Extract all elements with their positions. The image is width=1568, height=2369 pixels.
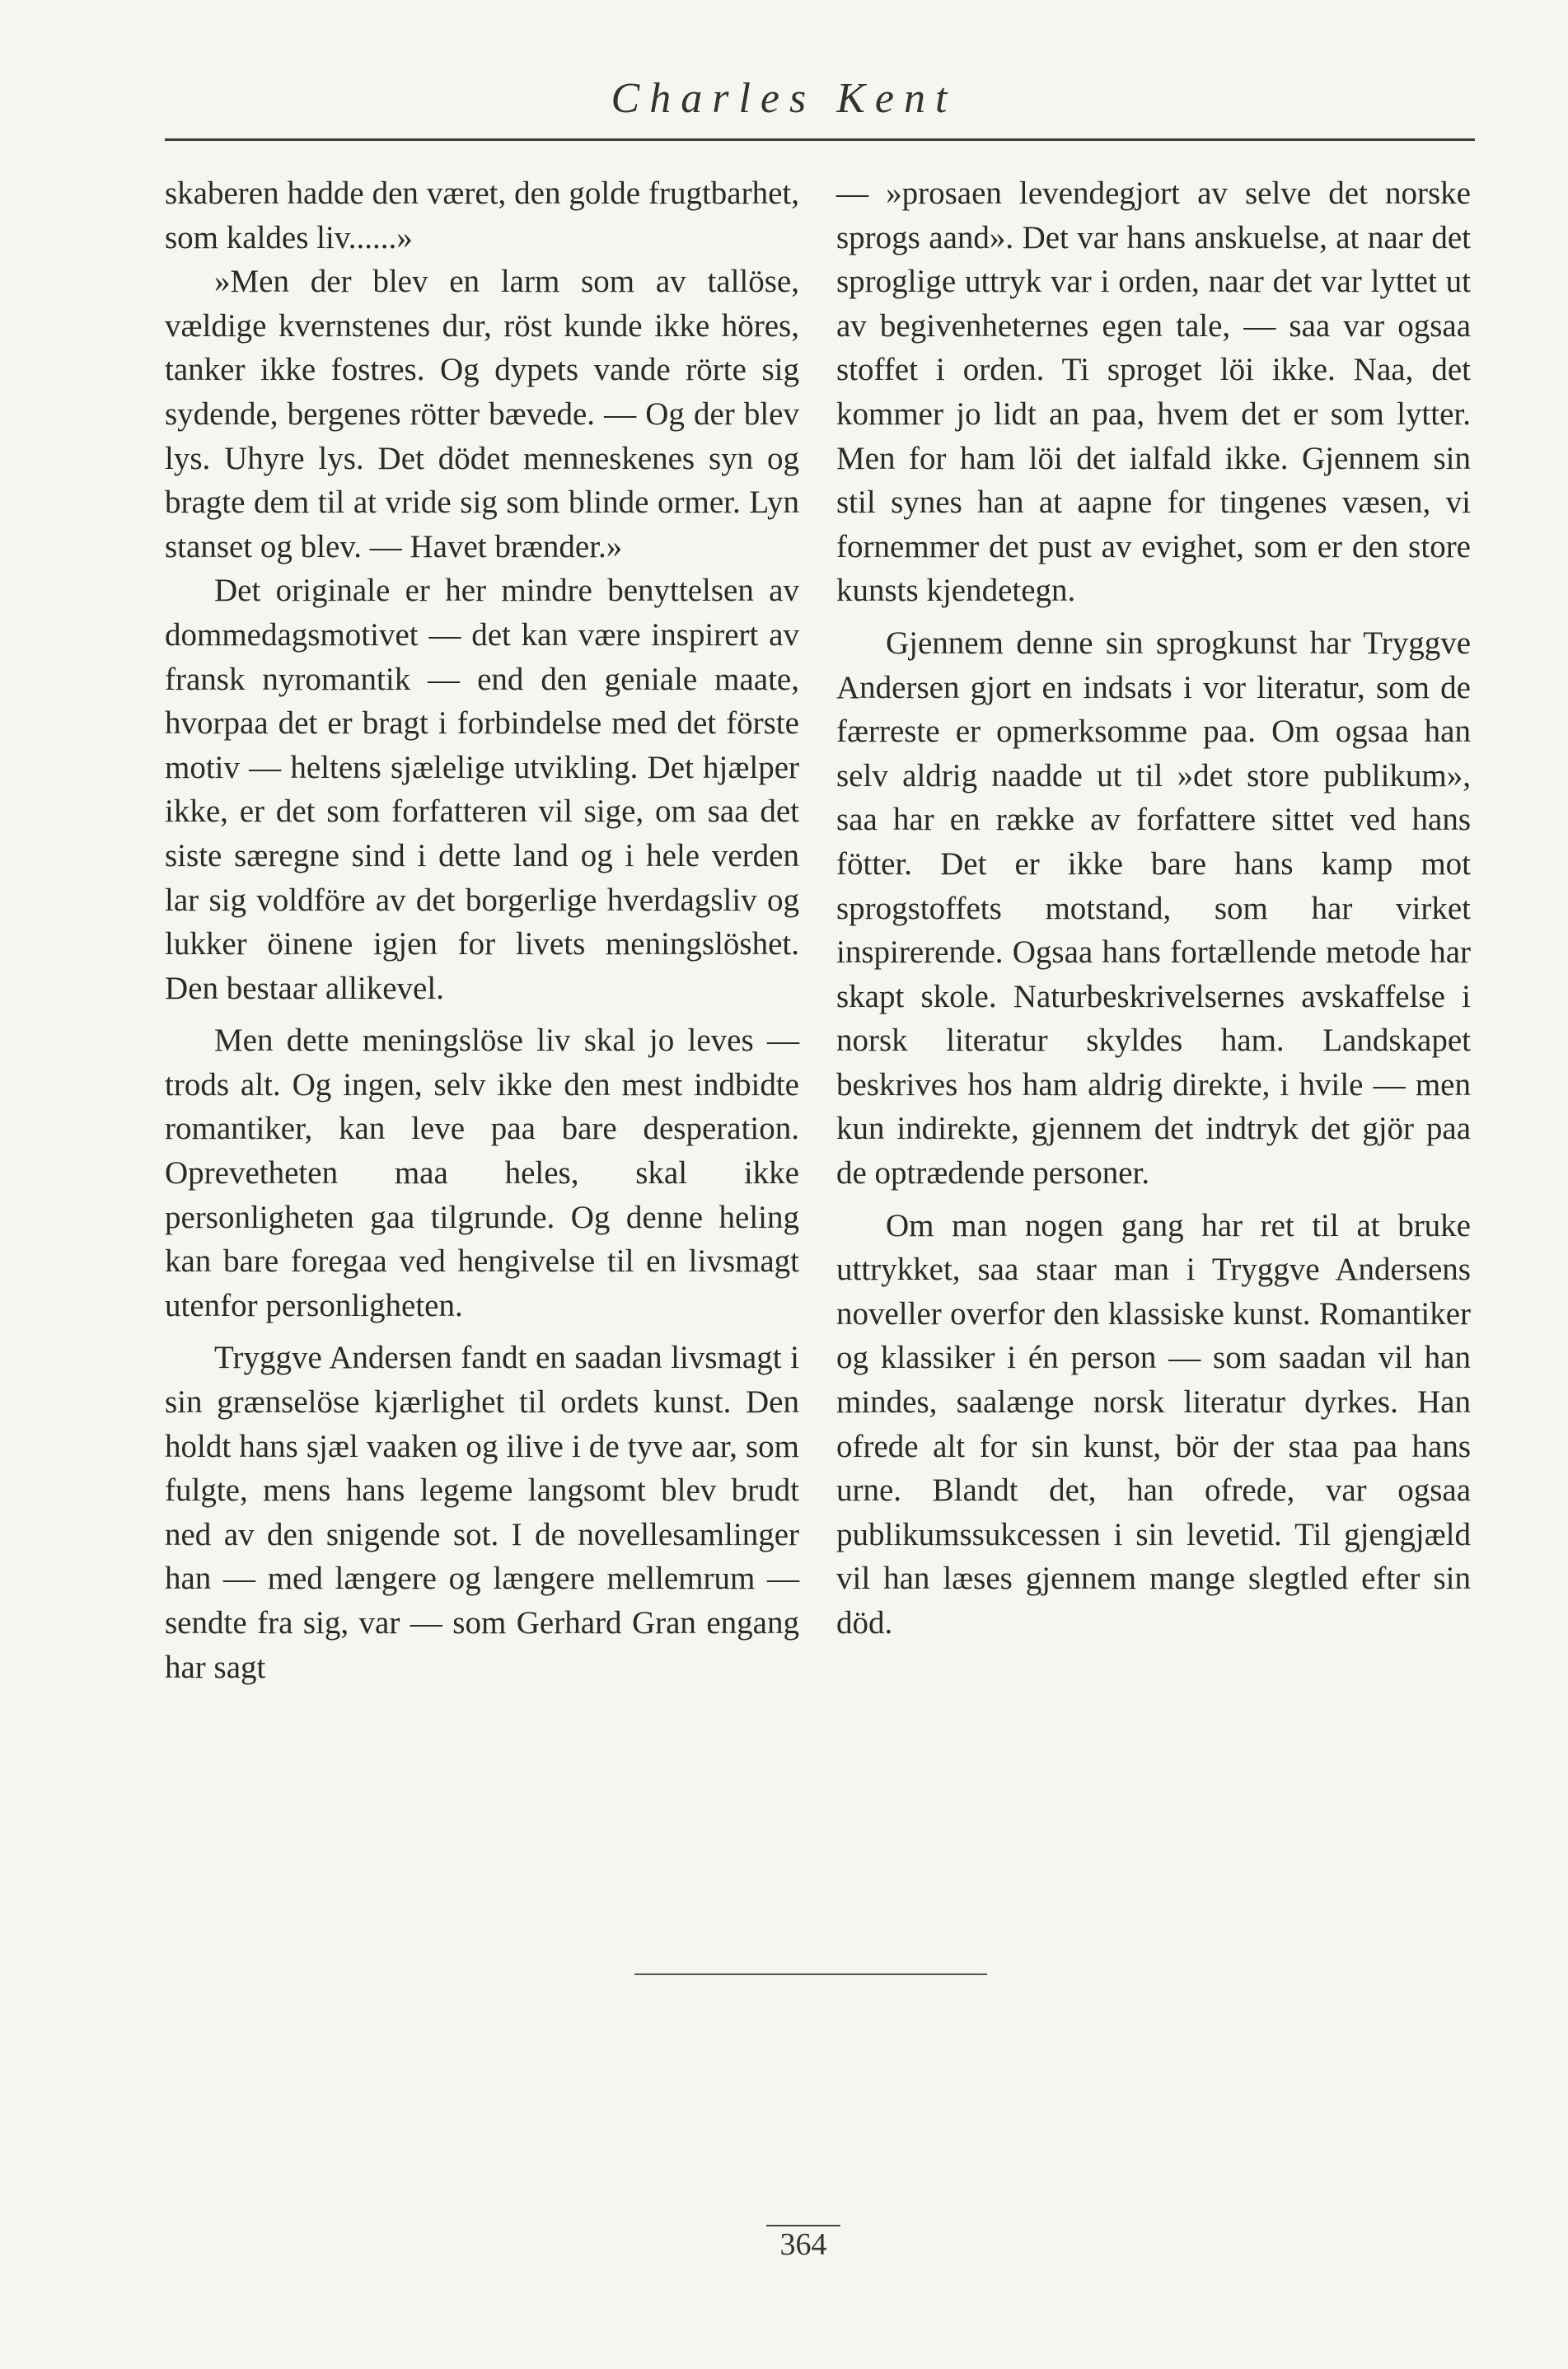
paragraph: Tryggve Andersen fandt en saadan livsmagt i sin grænselöse kjærlighet til ordets kunst. Den holdt hans sjæl vaaken og ilive i de tyve aar, som fulgte, mens hans legeme langsomt blev brudt ned av den snigende sot. I de novellesamlinger han — med længere og længere mellemrum — sendte fra sig, var — som Gerhard Gran engang har sagt bbox=[165, 1340, 799, 1685]
header-rule bbox=[165, 138, 1475, 141]
paragraph: Om man nogen gang har ret til at bruke uttrykket, saa staar man i Tryggve Andersens noveller overfor den klassiske kunst. Romantiker og klassiker i én person — som saadan vil han mindes, saalænge norsk literatur dyrkes. Han ofrede alt for sin kunst, bör der staa paa hans urne. Blandt det, han ofrede, var ogsaa publikumssukcessen i sin levetid. Til gjengjæld vil han læses gjennem mange slegtled efter sin död. bbox=[836, 1207, 1471, 1641]
paragraph: skaberen hadde den været, den golde frugtbarhet, som kaldes liv......» bbox=[165, 176, 799, 255]
paragraph: Gjennem denne sin sprogkunst har Tryggve Andersen gjort en indsats i vor literatur, som de færreste er opmerksomme paa. Om ogsaa han selv aldrig naadde ut til »det store publikum», saa har en række av forfattere sittet ved hans fötter. Det er ikke bare hans kamp mot sprogstoffets motstand, som har virket inspirerende. Ogsaa hans fortællende metode har skapt skole. Naturbeskrivelsernes avskaffelse i norsk literatur skyldes ham. Landskapet beskrives hos ham aldrig direkte, i hvile — men kun indirekte, gjennem det indtryk det gjör paa de optrædende personer. bbox=[836, 625, 1471, 1192]
running-head-title: Charles Kent bbox=[611, 75, 957, 122]
paragraph: Det originale er her mindre benyttelsen av dommedagsmotivet — det kan være inspirert av fransk nyromantik — end den geniale maate, hvorpaa det er bragt i forbindelse med det förste motiv — heltens sjælelige utvikling. Det hjælper ikke, er det som forfatteren vil sige, om saa det siste særegne sind i dette land og i hele verden lar sig voldföre av det borgerlige hverdagsliv og lukker öinene igjen for livets meningslöshet. Den bestaar allikevel. bbox=[165, 573, 799, 1006]
left-text-column bbox=[165, 171, 799, 1689]
page-number: 364 bbox=[779, 2227, 827, 2262]
paragraph: Men dette meningslöse liv skal jo leves — trods alt. Og ingen, selv ikke den mest indbidte romantiker, kan leve paa bare desperation. Oprevetheten maa heles, skal ikke personligheten gaa tilgrunde. Og denne heling kan bare foregaa ved hengivelse til en livsmagt utenfor personligheten. bbox=[165, 1023, 799, 1323]
paragraph: »Men der blev en larm som av tallöse, vældige kvernstenes dur, röst kunde ikke höres, tanker ikke fostres. Og dypets vande rörte sig sydende, bergenes rötter bævede. — Og der blev lys. Uhyre lys. Det dödet menneskenes syn og bragte dem til at vride sig som blinde ormer. Lyn stanset og blev. — Havet brænder.» bbox=[165, 264, 799, 564]
right-text-column bbox=[836, 171, 1471, 1646]
article-end-rule bbox=[634, 1973, 987, 1975]
paragraph: — »prosaen levendegjort av selve det norske sprogs aand». Det var hans anskuelse, at naar det sproglige uttryk var i orden, naar det var lyttet ut av begivenheternes egen tale, — saa var ogsaa stoffet i orden. Ti sproget löi ikke. Naa, det kommer jo lidt an paa, hvem det er som lytter. Men for ham löi det ialfald ikke. Gjennem sin stil synes han at aapne for tingenes væsen, vi fornemmer det pust av evighet, som er den store kunsts kjendetegn. bbox=[836, 176, 1471, 609]
